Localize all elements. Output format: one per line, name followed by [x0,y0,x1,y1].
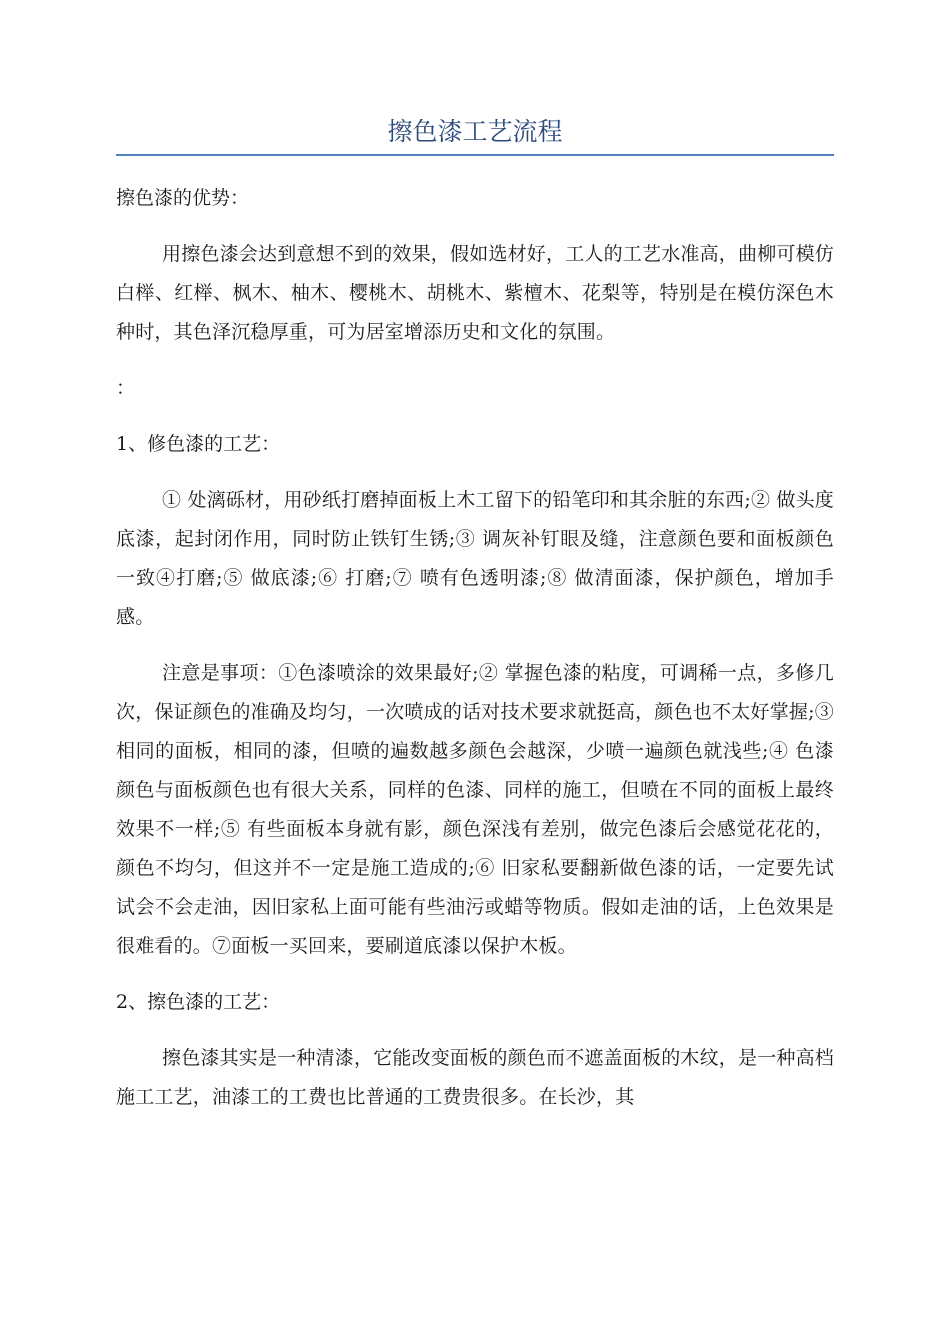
document-body [116,112,834,1117]
section-2-paragraph: 擦色漆其实是一种清漆，它能改变面板的颜色而不遮盖面板的木纹，是一种高档施工工艺，油漆工的工费也比普通的工费贵很多。在长沙，其 [116,1047,835,1108]
document-title: 擦色漆工艺流程 [116,112,834,156]
section-1-steps-paragraph: ① 处漓砾材，用砂纸打磨掉面板上木工留下的铅笔印和其余脏的东西;② 做头度底漆，起封闭作用，同时防止铁钉生锈;③ 调灰补钉眼及缝，注意颜色要和面板颜色一致④打磨;⑤ 做底漆;⑥ 打磨;⑦ 喷有色透明漆;⑧ 做清面漆，保护颜色，增加手感。 [116,489,834,628]
colon-line: ： [116,377,136,399]
section-1-notes-paragraph: 注意是事项：①色漆喷涂的效果最好;② 掌握色漆的粘度，可调稀一点，多修几次，保证颜色的准确及均匀，一次喷成的话对技术要求就挺高，颜色也不太好掌握;③ 相同的面板，相同的漆，但喷的遍数越多颜色会越深，少喷一遍颜色就浅些;④ 色漆颜色与面板颜色也有很大关系，同样的色漆、同样的施工，但喷在不同的面板上最终效果不一样;⑤ 有些面板本身就有影，颜色深浅有差别，做完色漆后会感觉花花的，颜色不均匀，但这并不一定是施工造成的;⑥ 旧家私要翻新做色漆的话，一定要先试试会不会走油，因旧家私上面可能有些油污或蜡等物质。假如走油的话，上色效果是很难看的。⑦面板一买回来，要刷道底漆以保护木板。 [116,662,834,957]
advantages-paragraph: 用擦色漆会达到意想不到的效果，假如选材好，工人的工艺水准高，曲柳可模仿白榉、红榉、枫木、柚木、樱桃木、胡桃木、紫檀木、花梨等，特别是在模仿深色木种时，其色泽沉稳厚重，可为居室增添历史和文化的氛围。 [116,243,835,343]
section-2-heading: 2、擦色漆的工艺： [116,991,281,1013]
section-1-heading: 1、修色漆的工艺： [116,433,281,455]
advantages-heading: 擦色漆的优势： [116,187,250,209]
